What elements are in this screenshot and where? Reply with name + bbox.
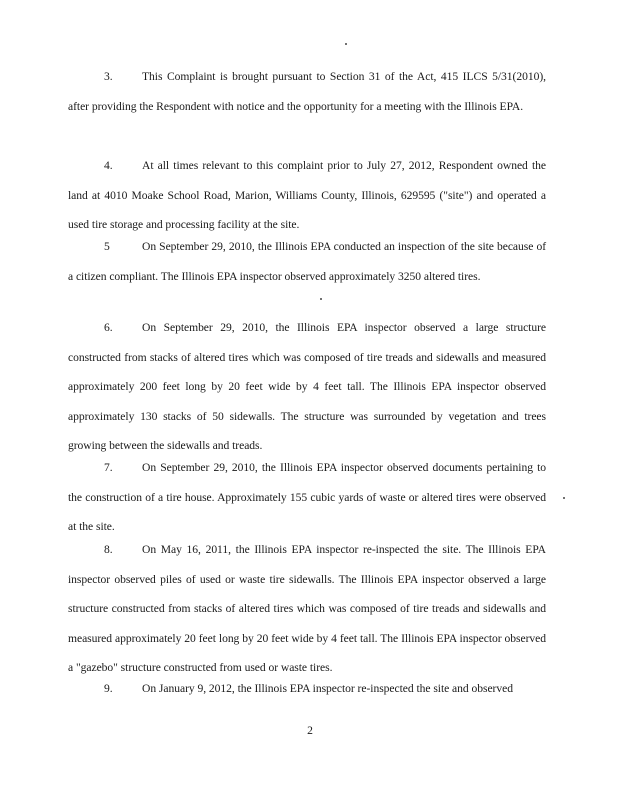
paragraph-4	[68, 151, 546, 240]
paragraph-text: This Complaint is brought pursuant to Section 31 of the Act, 415 ILCS 5/31(2010), after providing the Respondent with notice and the opportunity for a meeting with the Illinois EPA.	[68, 70, 546, 113]
scan-speck	[320, 298, 322, 300]
paragraph-text: On September 29, 2010, the Illinois EPA inspector observed documents pertaining to the construction of a tire house. Approximately 155 cubic yards of waste or altered tires were observed at the site.	[68, 461, 546, 533]
scan-speck	[563, 497, 565, 499]
paragraph-8	[68, 535, 546, 683]
paragraph-number: 4.	[104, 159, 113, 172]
paragraph-3	[68, 62, 546, 121]
paragraph-text: On September 29, 2010, the Illinois EPA conducted an inspection of the site because of a citizen compliant. The Illinois EPA inspector observed approximately 3250 altered tires.	[68, 240, 546, 283]
page-number: 2	[307, 724, 313, 737]
paragraph-7	[68, 453, 546, 542]
paragraph-9	[68, 674, 546, 704]
paragraph-number: 8.	[104, 543, 113, 556]
paragraph-5	[68, 232, 546, 291]
paragraph-text: On September 29, 2010, the Illinois EPA inspector observed a large structure constructed from stacks of altered tires which was composed of tire treads and sidewalls and measured approximately 200 feet long by 20 feet wide by 4 feet tall. The Illinois EPA inspector observed approximately 130 stacks of 50 sidewalls. The structure was surrounded by vegetation and trees growing between the sidewalls and treads.	[68, 321, 546, 452]
paragraph-text: On January 9, 2012, the Illinois EPA inspector re-inspected the site and observed	[142, 682, 513, 695]
paragraph-number: 7.	[104, 461, 113, 474]
paragraph-number: 3.	[104, 70, 113, 83]
paragraph-number: 5	[104, 240, 110, 253]
scan-speck	[345, 43, 347, 45]
paragraph-number: 6.	[104, 321, 113, 334]
paragraph-text: On May 16, 2011, the Illinois EPA inspector re-inspected the site. The Illinois EPA inspector observed piles of used or waste tire sidewalls. The Illinois EPA inspector observed a large structure constructed from stacks of altered tires which was composed of tire treads and sidewalls and measured approximately 20 feet long by 20 feet wide by 4 feet tall. The Illinois EPA inspector observed a "gazebo" structure constructed from used or waste tires.	[68, 543, 546, 674]
paragraph-number: 9.	[104, 682, 113, 695]
paragraph-6	[68, 313, 546, 461]
paragraph-text: At all times relevant to this complaint prior to July 27, 2012, Respondent owned the land at 4010 Moake School Road, Marion, Williams County, Illinois, 629595 ("site") and operated a used tire storage and processing facility at the site.	[68, 159, 546, 231]
